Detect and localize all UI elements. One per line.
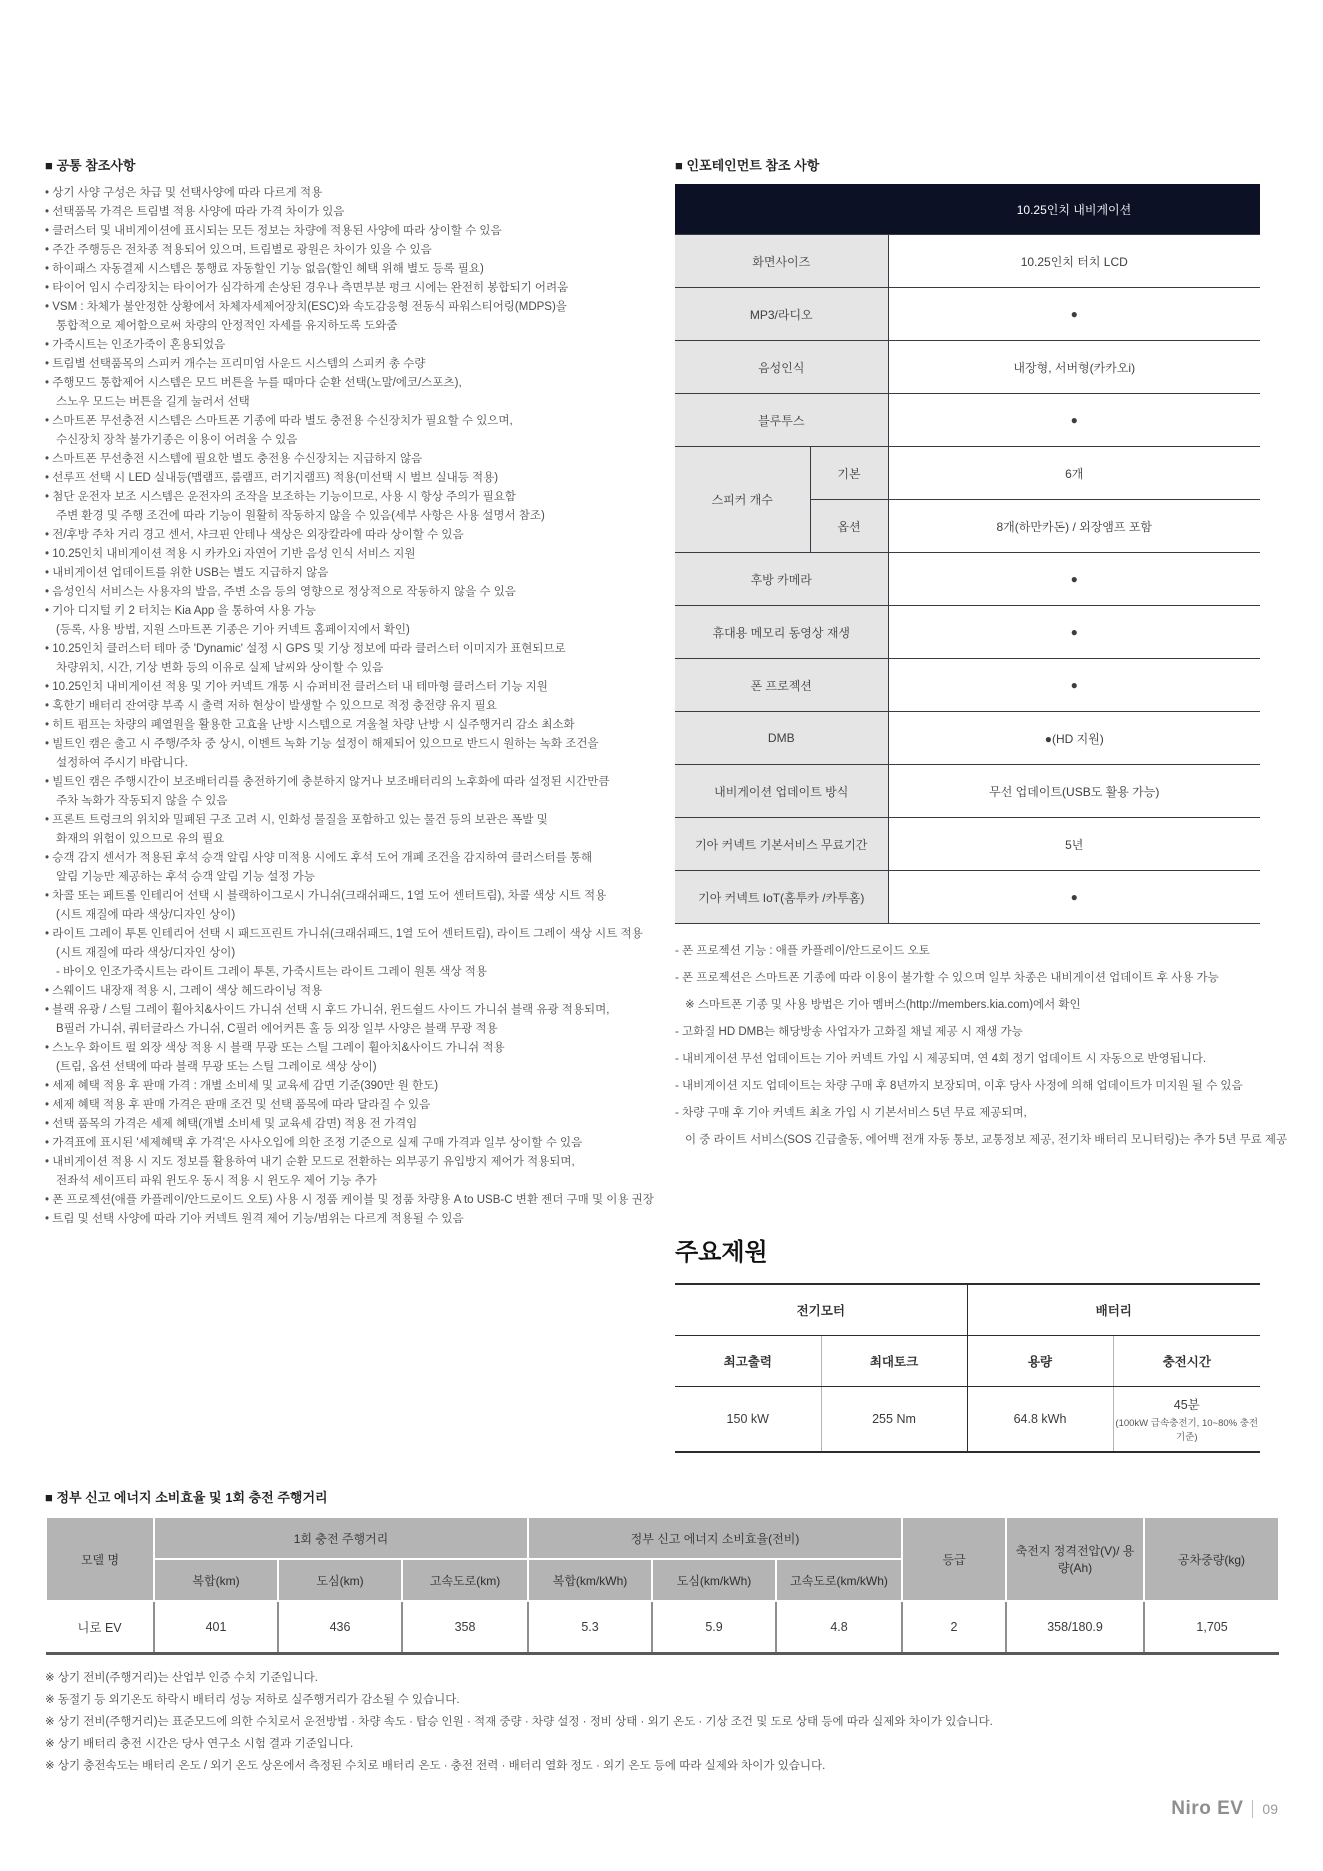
infotainment-row [675,447,1260,500]
infotainment-row [675,341,1260,394]
common-notes-title: ■ 공통 참조사항 [45,158,136,173]
common-note-line: • VSM : 차체가 불안정한 상황에서 차체자세제어장치(ESC)와 속도감응형 전동식 파워스티어링(MDPS)을 [45,298,567,317]
common-note-line: • 트림 및 선택 사양에 따라 기아 커넥트 원격 제어 기능/범위는 다르게 적용될 수 있음 [45,1210,567,1229]
infotainment-row-label: MP3/라디오 [675,288,888,341]
common-note-line: (등록, 사용 방법, 지원 스마트폰 기종은 기아 커넥트 홈페이지에서 확인) [56,624,410,636]
infotainment-row-value: ● [888,288,1260,341]
spec-group-battery: 배터리 [967,1284,1260,1336]
spec-val-charge [1113,1387,1260,1453]
infotainment-row-label: 내비게이션 업데이트 방식 [675,765,888,818]
infotainment-row [675,659,1260,712]
energy-subheader-cell: 고속도로(km) [402,1559,528,1601]
infotainment-row-value: ● [888,659,1260,712]
infotainment-note-line: 이 중 라이트 서비스(SOS 긴급출동, 에어백 전개 자동 통보, 교통정보 제공, 전기차 배터리 모니터링)는 추가 5년 무료 제공 [685,1134,1288,1146]
common-note-line: (시트 재질에 따라 색상/디자인 상이) [56,947,236,959]
common-note-line: 차량위치, 시간, 기상 변화 등의 이유로 실제 날씨와 상이할 수 있음 [56,662,384,674]
footer-page-number: 09 [1262,1801,1278,1817]
spec-val-power: 150 kW [675,1387,821,1453]
infotainment-row [675,235,1260,288]
infotainment-header-column: 10.25인치 내비게이션 [888,184,1260,235]
energy-group-efficiency: 정부 신고 에너지 소비효율(전비) [528,1517,902,1559]
energy-col-battery: 축전지 정격전압(V)/ 용량(Ah) [1006,1517,1144,1601]
infotainment-row-value: 6개 [888,447,1260,500]
common-note-line: 주차 녹화가 작동되지 않을 수 있음 [56,795,228,807]
energy-subheader-cell: 도심(km) [278,1559,402,1601]
common-note-line: • 10.25인치 클러스터 테마 중 'Dynamic' 설정 시 GPS 및 기상 정보에 따라 클러스터 이미지가 표현되므로 [45,640,567,659]
common-notes-section [45,155,654,1229]
common-note-line: • 블랙 유광 / 스틸 그레이 휠아치&사이드 가니쉬 선택 시 후드 가니쉬, 윈드쉴드 사이드 가니쉬 블랙 유광 적용되며, [45,1001,567,1020]
energy-data-cell: 니로 EV [46,1601,154,1654]
infotainment-row-value: ● [888,606,1260,659]
common-note-line: • 스마트폰 무선충전 시스템은 스마트폰 기종에 따라 별도 충전용 수신장치가 필요할 수 있으며, [45,412,567,431]
common-note-line: • 클러스터 및 내비게이션에 표시되는 모든 정보는 차량에 적용된 사양에 따라 상이할 수 있음 [45,222,567,241]
footer-divider [1252,1800,1253,1818]
common-note-line: • 혹한기 배터리 잔여량 부족 시 출력 저하 현상이 발생할 수 있으므로 적정 충전량 유지 필요 [45,697,567,716]
infotainment-row [675,606,1260,659]
common-note-line: • 가죽시트는 인조가죽이 혼용되었음 [45,336,567,355]
infotainment-row-value: 8개(하만카돈) / 외장앰프 포함 [888,500,1260,553]
spec-val-charge-time: 45분 [1173,1398,1200,1412]
common-note-line: 전좌석 세이프티 파워 윈도우 동시 적용 시 윈도우 제어 기능 추가 [56,1175,377,1187]
spec-col-capacity: 용량 [967,1336,1113,1387]
common-note-line: 통합적으로 제어함으로써 차량의 안정적인 자세를 유지하도록 도와줌 [56,320,398,332]
common-note-line: • 세제 혜택 적용 후 판매 가격은 판매 조건 및 선택 품목에 따라 달라질 수 있음 [45,1096,567,1115]
energy-data-cell: 401 [154,1601,278,1654]
common-note-line: • 빌트인 캠은 주행시간이 보조배터리를 충전하기에 충분하지 않거나 보조배터리의 노후화에 따라 설정된 시간만큼 [45,773,567,792]
infotainment-row-value: ● [888,394,1260,447]
energy-footnote-line: ※ 상기 충전속도는 배터리 온도 / 외기 온도 상온에서 측정된 수치로 배터리 온도 · 충전 전력 · 배터리 열화 정도 · 외기 온도 등에 따라 실제와 차이가 있습니다. [45,1760,826,1772]
common-note-line: • 타이어 임시 수리장치는 타이어가 심각하게 손상된 경우나 측면부분 펑크 시에는 완전히 봉합되기 어려움 [45,279,567,298]
infotainment-row-value: 무선 업데이트(USB도 활용 가능) [888,765,1260,818]
infotainment-note-line: - 폰 프로젝션은 스마트폰 기종에 따라 이용이 불가할 수 있으며 일부 차종은 내비게이션 업데이트 후 사용 가능 [675,972,1219,984]
infotainment-row [675,394,1260,447]
energy-footnote-line: ※ 상기 배터리 충전 시간은 당사 연구소 시험 결과 기준입니다. [45,1738,354,1750]
infotainment-row-label: 휴대용 메모리 동영상 재생 [675,606,888,659]
common-note-line: • 하이패스 자동결제 시스템은 통행료 자동할인 기능 없음(할인 혜택 위해 별도 등록 필요) [45,260,567,279]
spec-col-torque: 최대토크 [821,1336,967,1387]
infotainment-row-sublabel: 기본 [810,447,888,500]
spec-table [675,1283,1260,1453]
energy-data-cell: 358 [402,1601,528,1654]
common-note-line: (트림, 옵션 선택에 따라 블랙 무광 또는 스틸 그레이로 색상 상이) [56,1061,377,1073]
spec-group-motor: 전기모터 [675,1284,967,1336]
spec-col-charge: 충전시간 [1113,1336,1260,1387]
common-note-line: • 세제 혜택 적용 후 판매 가격 : 개별 소비세 및 교육세 감면 기준(390만 원 한도) [45,1077,567,1096]
spec-col-power: 최고출력 [675,1336,821,1387]
infotainment-notes [675,938,1288,1154]
common-note-line: 수신장치 장착 불가기종은 이용이 어려울 수 있음 [56,434,298,446]
common-note-line: • 폰 프로젝션(애플 카플레이/안드로이드 오토) 사용 시 정품 케이블 및 정품 차량용 A to USB-C 변환 젠더 구매 및 이용 권장 [45,1191,567,1210]
common-note-line: (시트 재질에 따라 색상/디자인 상이) [56,909,236,921]
energy-data-cell: 1,705 [1144,1601,1279,1654]
common-note-line: • 기아 디지털 키 2 터치는 Kia App 을 통하여 사용 가능 [45,602,567,621]
common-note-line: • 전/후방 주차 거리 경고 센서, 샤크핀 안테나 색상은 외장칼라에 따라 상이할 수 있음 [45,526,567,545]
infotainment-header-row [675,184,1260,235]
infotainment-row-value: ● [888,871,1260,924]
energy-footnotes [45,1667,1278,1777]
infotainment-row-label: 스피커 개수 [675,447,810,553]
common-note-line: • 10.25인치 내비게이션 적용 시 카카오i 자연어 기반 음성 인식 서비스 지원 [45,545,567,564]
infotainment-row-label: 기아 커넥트 IoT(홈투카 /카투홈) [675,871,888,924]
common-note-line: • 빌트인 캠은 출고 시 주행/주차 중 상시, 이벤트 녹화 기능 설정이 해제되어 있으므로 반드시 원하는 녹화 조건을 [45,735,567,754]
infotainment-section [675,155,1288,1154]
infotainment-header-corner [675,184,888,235]
energy-data-row [46,1601,1279,1654]
energy-subheader-cell: 복합(km/kWh) [528,1559,652,1601]
energy-col-grade: 등급 [902,1517,1006,1601]
energy-footnote-line: ※ 상기 전비(주행거리)는 표준모드에 의한 수치로서 운전방법 · 차량 속도 · 탑승 인원 · 적재 중량 · 차량 설정 · 정비 상태 · 외기 온도 · 기상 조건 및 도로 상태 등에 따라 실제와 차이가 있습니다. [45,1716,993,1728]
infotainment-row-label: 기아 커넥트 기본서비스 무료기간 [675,818,888,871]
common-note-line: 알림 기능만 제공하는 후석 승객 알림 기능 설정 가능 [56,871,315,883]
common-note-line: 설정하여 주시기 바랍니다. [56,757,188,769]
infotainment-note-line: - 차량 구매 후 기아 커넥트 최초 가입 시 기본서비스 5년 무료 제공되며, [675,1107,1027,1119]
energy-subheader-cell: 도심(km/kWh) [652,1559,776,1601]
energy-group-range: 1회 충전 주행거리 [154,1517,528,1559]
common-note-line: • 첨단 운전자 보조 시스템은 운전자의 조작을 보조하는 기능이므로, 사용 시 항상 주의가 필요함 [45,488,567,507]
spec-val-charge-note: (100kW 급속충전기, 10~80% 충전 기준) [1115,1418,1259,1443]
common-note-line: 스노우 모드는 버튼을 길게 눌러서 선택 [56,396,250,408]
common-note-line: • 승객 감지 센서가 적용된 후석 승객 알림 사양 미적용 시에도 후석 도어 개폐 조건을 감지하여 클러스터를 통해 [45,849,567,868]
common-note-line: • 스마트폰 무선충전 시스템에 필요한 별도 충전용 수신장치는 지급하지 않음 [45,450,567,469]
common-note-line: • 상기 사양 구성은 차급 및 선택사양에 따라 다르게 적용 [45,184,567,203]
infotainment-note-line: - 내비게이션 지도 업데이트는 차량 구매 후 8년까지 보장되며, 이후 당사 사정에 의해 업데이트가 미지원 될 수 있음 [675,1080,1243,1092]
common-note-line: • 히트 펌프는 차량의 폐열원을 활용한 고효율 난방 시스템으로 겨울철 차량 난방 시 실주행거리 감소 최소화 [45,716,567,735]
energy-data-cell: 5.3 [528,1601,652,1654]
common-note-line: • 트림별 선택품목의 스피커 개수는 프리미엄 사운드 시스템의 스피커 총 수량 [45,355,567,374]
energy-footnote-line: ※ 상기 전비(주행거리)는 산업부 인증 수치 기준입니다. [45,1672,318,1684]
common-note-line: • 선루프 선택 시 LED 실내등(맵램프, 룸램프, 러기지램프) 적용(미선택 시 벌브 실내등 적용) [45,469,567,488]
infotainment-row [675,818,1260,871]
energy-subheader-cell: 복합(km) [154,1559,278,1601]
infotainment-row [675,553,1260,606]
infotainment-note-line: ※ 스마트폰 기종 및 사용 방법은 기아 멤버스(http://members.kia.com)에서 확인 [685,999,1081,1011]
common-note-line: • 내비게이션 업데이트를 위한 USB는 별도 지급하지 않음 [45,564,567,583]
infotainment-row [675,871,1260,924]
energy-subheader-cell: 고속도로(km/kWh) [776,1559,902,1601]
energy-col-model: 모델 명 [46,1517,154,1601]
energy-table [45,1516,1280,1655]
common-note-line: • 가격표에 표시된 '세제혜택 후 가격'은 사사오입에 의한 조정 기준으로 실제 구매 가격과 일부 상이할 수 있음 [45,1134,567,1153]
main-spec-section [675,1232,1260,1453]
energy-data-cell: 5.9 [652,1601,776,1654]
energy-section [45,1487,1278,1777]
infotainment-row-label: 폰 프로젝션 [675,659,888,712]
common-notes-list [45,184,654,1229]
infotainment-row [675,288,1260,341]
common-note-line: • 음성인식 서비스는 사용자의 발음, 주변 소음 등의 영향으로 정상적으로 작동하지 않을 수 있음 [45,583,567,602]
energy-data-cell: 358/180.9 [1006,1601,1144,1654]
energy-data-cell: 4.8 [776,1601,902,1654]
energy-title: ■ 정부 신고 에너지 소비효율 및 1회 충전 주행거리 [45,1490,328,1505]
infotainment-title: ■ 인포테인먼트 참조 사항 [675,158,820,173]
common-note-line: • 스노우 화이트 펄 외장 색상 적용 시 블랙 무광 또는 스틸 그레이 휠아치&사이드 가니쉬 적용 [45,1039,567,1058]
energy-data-cell: 2 [902,1601,1006,1654]
common-note-line: • 프론트 트렁크의 위치와 밀폐된 구조 고려 시, 인화성 물질을 포함하고 있는 물건 등의 보관은 폭발 및 [45,811,567,830]
common-note-line: • 10.25인치 내비게이션 적용 및 기아 커넥트 개통 시 슈퍼비전 클러스터 내 테마형 클러스터 기능 지원 [45,678,567,697]
common-note-line: 주변 환경 및 주행 조건에 따라 기능이 원활히 작동하지 않을 수 있음(세부 사항은 사용 설명서 참조) [56,510,545,522]
infotainment-row-label: 화면사이즈 [675,235,888,288]
infotainment-row-value: 10.25인치 터치 LCD [888,235,1260,288]
common-note-line: • 차콜 또는 페트롤 인테리어 선택 시 블랙하이그로시 가니쉬(크래쉬패드, 1열 도어 센터트림), 차콜 색상 시트 적용 [45,887,567,906]
common-note-line: • 주행모드 통합제어 시스템은 모드 버튼을 누를 때마다 순환 선택(노말/에코/스포츠), [45,374,567,393]
infotainment-row-value: ● [888,553,1260,606]
infotainment-row-value: ●(HD 지원) [888,712,1260,765]
spec-val-torque: 255 Nm [821,1387,967,1453]
infotainment-row-label: 블루투스 [675,394,888,447]
common-note-line: • 라이트 그레이 투톤 인테리어 선택 시 패드프린트 가니쉬(크래쉬패드, 1열 도어 센터트림), 라이트 그레이 색상 시트 적용 [45,925,567,944]
infotainment-row [675,765,1260,818]
infotainment-note-line: - 고화질 HD DMB는 해당방송 사업자가 고화질 채널 제공 시 재생 가능 [675,1026,1023,1038]
infotainment-note-line: - 폰 프로젝션 기능 : 애플 카플레이/안드로이드 오토 [675,945,930,957]
common-note-line: • 선택 품목의 가격은 세제 혜택(개별 소비세 및 교육세 감면) 적용 전 가격임 [45,1115,567,1134]
infotainment-note-line: - 내비게이션 무선 업데이트는 기아 커넥트 가입 시 제공되며, 연 4회 정기 업데이트 시 자동으로 반영됩니다. [675,1053,1207,1065]
common-note-line: • 내비게이션 적용 시 지도 정보를 활용하여 내기 순환 모드로 전환하는 외부공기 유입방지 제어가 적용되며, [45,1153,567,1172]
infotainment-table [675,184,1260,924]
common-note-line: • 선택품목 가격은 트림별 적용 사양에 따라 가격 차이가 있음 [45,203,567,222]
energy-footnote-line: ※ 동절기 등 외기온도 하락시 배터리 성능 저하로 실주행거리가 감소될 수 있습니다. [45,1694,460,1706]
infotainment-row-label: 음성인식 [675,341,888,394]
common-note-line: - 바이오 인조가죽시트는 라이트 그레이 투톤, 가죽시트는 라이트 그레이 원톤 색상 적용 [56,966,487,978]
infotainment-row [675,712,1260,765]
common-note-line: • 주간 주행등은 전차종 적용되어 있으며, 트림별로 광원은 차이가 있을 수 있음 [45,241,567,260]
footer-model-name: Niro EV [1171,1798,1244,1819]
spec-title: 주요제원 [675,1239,768,1266]
energy-col-weight: 공차중량(kg) [1144,1517,1279,1601]
infotainment-row-value: 내장형, 서버형(카카오i) [888,341,1260,394]
common-note-line: 화재의 위험이 있으므로 유의 필요 [56,833,225,845]
infotainment-row-label: 후방 카메라 [675,553,888,606]
common-note-line: • 스웨이드 내장재 적용 시, 그레이 색상 헤드라이닝 적용 [45,982,567,1001]
page-footer [1171,1798,1278,1820]
infotainment-row-value: 5년 [888,818,1260,871]
infotainment-row-sublabel: 옵션 [810,500,888,553]
spec-val-capacity: 64.8 kWh [967,1387,1113,1453]
infotainment-row-label: DMB [675,712,888,765]
common-note-line: B필러 가니쉬, 쿼터글라스 가니쉬, C필러 에어커튼 홀 등 외장 일부 사양은 블랙 무광 적용 [56,1023,498,1035]
energy-data-cell: 436 [278,1601,402,1654]
